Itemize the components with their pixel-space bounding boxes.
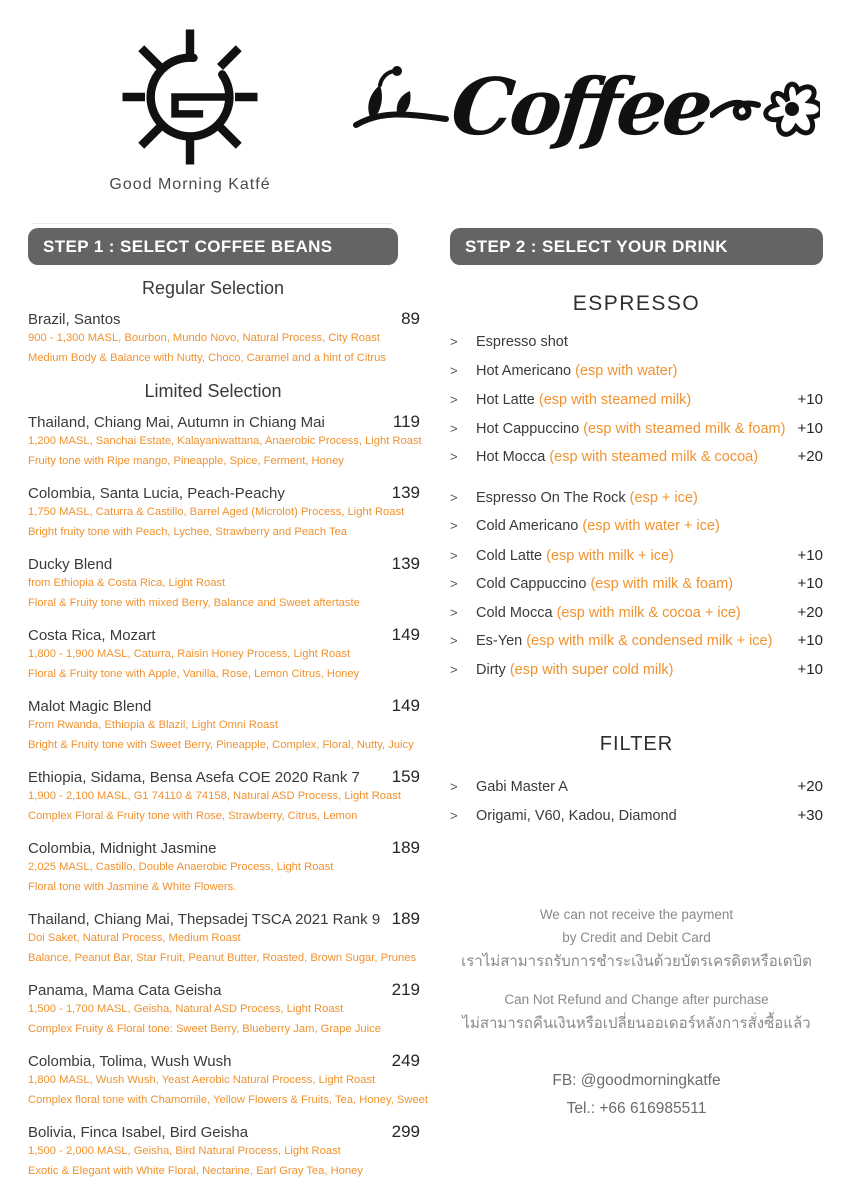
bean-price: 249 <box>391 1051 420 1070</box>
bean-item <box>28 838 420 897</box>
drink-note: (esp with water) <box>575 362 678 379</box>
espresso-group-2 <box>450 490 823 690</box>
telephone-number: Tel.: +66 616985511 <box>566 1100 707 1117</box>
bean-section <box>28 381 429 1181</box>
bean-price: 149 <box>391 696 420 715</box>
sun-g-logo-icon <box>95 22 285 172</box>
bean-price: 149 <box>391 625 420 644</box>
bean-item <box>28 696 420 755</box>
bean-item-top <box>28 483 420 503</box>
drink-name: Cold Latte <box>476 547 543 564</box>
section-items <box>28 412 429 1181</box>
bean-desc-2: Medium Body & Balance with Nutty, Choco, Caramel and a hint of Citrus <box>28 351 386 364</box>
bean-desc-1: Doi Saket, Natural Process, Medium Roast <box>28 932 241 944</box>
drink-price: +10 <box>797 391 823 408</box>
drink-label <box>476 363 789 379</box>
bean-desc-1: 1,800 - 1,900 MASL, Caturra, Raisin Honey Process, Light Roast <box>28 648 351 660</box>
bean-item-top <box>28 625 420 645</box>
drink-label <box>476 490 789 506</box>
bean-desc-2: Floral tone with Jasmine & White Flowers. <box>28 880 237 893</box>
bean-desc-1: 1,500 - 2,000 MASL, Geisha, Bird Natural Process, Light Roast <box>28 1145 341 1157</box>
chevron-right-icon: > <box>450 334 458 349</box>
section-title: Limited Selection <box>144 381 282 401</box>
bean-item-top <box>28 412 420 432</box>
bean-name: Ducky Blend <box>28 556 113 573</box>
bean-item-top <box>28 767 420 787</box>
drink-name: Gabi Master A <box>476 779 568 795</box>
drink-item <box>450 604 823 633</box>
bean-item <box>28 309 420 368</box>
drink-label <box>476 662 789 678</box>
drink-note: (esp with milk & foam) <box>590 576 734 592</box>
drink-price: +20 <box>797 603 823 621</box>
bean-item <box>28 909 420 968</box>
beans-column <box>28 228 429 1193</box>
drink-item <box>450 363 823 392</box>
note-refund-line1: Can Not Refund and Change after purchase <box>504 992 769 1007</box>
filter-items <box>450 778 823 835</box>
step2-header-bar: STEP 2 : SELECT YOUR DRINK <box>450 228 823 265</box>
filter-section-title: FILTER <box>599 733 674 755</box>
drink-note: (esp with steamed milk & cocoa) <box>549 449 759 465</box>
notes-gap <box>450 975 823 988</box>
bean-desc-2: Complex Fruity & Floral tone: Sweet Berry, Blueberry Jam, Grape Juice <box>28 1022 381 1035</box>
facebook-handle: FB: @goodmorningkatfe <box>552 1072 721 1089</box>
drink-label <box>476 421 789 437</box>
drink-item <box>450 778 823 807</box>
bean-desc-2: Complex Floral & Fruity tone with Rose, Strawberry, Citrus, Lemon <box>28 809 358 822</box>
bean-item-top <box>28 696 420 716</box>
bean-desc-1: 1,500 - 1,700 MASL, Geisha, Natural ASD Process, Light Roast <box>28 1003 344 1015</box>
drink-name: Hot Americano <box>476 362 572 379</box>
bean-name: Colombia, Midnight Jasmine <box>28 840 217 857</box>
chevron-right-icon: > <box>450 489 458 505</box>
drink-label <box>476 449 789 465</box>
bean-item <box>28 980 420 1039</box>
drink-label <box>476 334 789 350</box>
bean-price: 119 <box>392 412 420 431</box>
bean-item <box>28 767 420 826</box>
coffee-script-text: Coffee <box>447 62 714 153</box>
bean-price: 299 <box>391 1122 420 1141</box>
chevron-right-icon: > <box>450 362 458 378</box>
drink-name: Espresso On The Rock <box>476 489 626 506</box>
drink-price: +20 <box>797 448 823 465</box>
note-payment-thai: เราไม่สามารถรับการชำระเงินด้วยบัตรเครดิตหรือเดบิต <box>461 953 812 970</box>
bean-item-top <box>28 554 420 574</box>
bean-desc-1: 1,750 MASL, Caturra & Castillo, Barrel Aged (Microlot) Process, Light Roast <box>28 506 405 518</box>
drink-price: +10 <box>797 575 823 592</box>
bean-item <box>28 412 420 471</box>
bean-desc-1: 1,900 - 2,100 MASL, G1 74110 & 74158, Natural ASD Process, Light Roast <box>28 790 401 802</box>
payment-notes <box>450 903 823 1037</box>
espresso-group-1 <box>450 334 823 477</box>
leaf-vine-icon <box>350 63 450 153</box>
chevron-right-icon: > <box>450 420 458 436</box>
drink-name: Hot Cappuccino <box>476 420 580 437</box>
drink-name: Hot Latte <box>476 392 535 408</box>
drink-name: Espresso shot <box>476 334 568 350</box>
drink-note: (esp with milk & cocoa + ice) <box>556 604 741 621</box>
chevron-right-icon: > <box>450 547 458 563</box>
bean-item-top <box>28 838 420 858</box>
drink-label <box>476 605 789 621</box>
bean-item-top <box>28 1122 420 1142</box>
note-refund-thai: ไม่สามารถคืนเงินหรือเปลี่ยนออเดอร์หลังการสั่งซื้อแล้ว <box>462 1015 811 1032</box>
drink-note: (esp with super cold milk) <box>509 661 674 678</box>
drink-item <box>450 448 823 477</box>
drink-item <box>450 661 823 690</box>
bean-item <box>28 1051 429 1110</box>
brand-name: Good Morning Katfé <box>109 176 271 193</box>
contact-block <box>450 1067 823 1123</box>
bean-price: 139 <box>391 554 420 573</box>
drink-label <box>476 576 789 592</box>
drink-name: Hot Mocca <box>476 449 546 465</box>
swirl-flower-icon <box>710 63 820 153</box>
bean-desc-1: from Ethiopia & Costa Rica, Light Roast <box>28 577 226 589</box>
bean-sections <box>28 278 429 1181</box>
header-divider <box>32 223 392 224</box>
espresso-section-title: ESPRESSO <box>572 292 701 315</box>
bean-item <box>28 1122 420 1181</box>
drink-label <box>476 808 789 824</box>
bean-desc-2: Balance, Peanut Bar, Star Fruit, Peanut Butter, Roasted, Brown Sugar, Prunes <box>28 951 417 964</box>
drink-name: Es-Yen <box>476 633 523 649</box>
drink-name: Cold Cappuccino <box>476 576 587 592</box>
drink-name: Origami, V60, Kadou, Diamond <box>476 807 677 824</box>
bean-name: Panama, Mama Cata Geisha <box>28 982 222 999</box>
bean-name: Colombia, Santa Lucia, Peach-Peachy <box>28 485 285 502</box>
chevron-right-icon: > <box>450 807 458 823</box>
drink-item <box>450 490 823 519</box>
bean-price: 219 <box>391 980 420 999</box>
bean-name: Bolivia, Finca Isabel, Bird Geisha <box>28 1124 249 1141</box>
drink-item <box>450 632 823 661</box>
bean-desc-2: Bright & Fruity tone with Sweet Berry, Pineapple, Complex, Floral, Nutty, Juicy <box>28 738 414 751</box>
bean-price: 89 <box>401 309 420 328</box>
bean-desc-2: Complex floral tone with Chamomile, Yellow Flowers & Fruits, Tea, Honey, Sweet <box>28 1093 429 1106</box>
note-payment-line2: by Credit and Debit Card <box>562 930 711 945</box>
drink-note: (esp with water + ice) <box>582 518 720 534</box>
drink-price: +30 <box>797 806 823 824</box>
bean-name: Colombia, Tolima, Wush Wush <box>28 1053 232 1070</box>
bean-name: Thailand, Chiang Mai, Autumn in Chiang Mai <box>28 414 325 431</box>
drink-item <box>450 420 823 449</box>
coffee-script-banner <box>345 48 825 168</box>
note-payment-line1: We can not receive the payment <box>539 907 734 922</box>
bean-desc-2: Floral & Fruity tone with Apple, Vanilla, Rose, Lemon Citrus, Honey <box>28 667 360 680</box>
chevron-right-icon: > <box>450 661 458 677</box>
chevron-right-icon: > <box>450 392 458 407</box>
bean-price: 189 <box>391 909 420 928</box>
bean-item-top <box>28 980 420 1000</box>
bean-name: Brazil, Santos <box>28 311 121 328</box>
section-title: Regular Selection <box>141 278 285 298</box>
drink-note: (esp with steamed milk & foam) <box>583 420 786 437</box>
drink-label <box>476 548 789 564</box>
bean-section <box>28 278 420 368</box>
drink-item <box>450 807 823 836</box>
drink-label <box>476 633 789 649</box>
bean-item <box>28 483 420 542</box>
bean-item-top <box>28 309 420 329</box>
drink-price: +10 <box>797 546 823 564</box>
bean-name: Ethiopia, Sidama, Bensa Asefa COE 2020 Rank 7 <box>28 769 360 786</box>
drink-label <box>476 392 789 408</box>
chevron-right-icon: > <box>450 779 458 794</box>
bean-item <box>28 554 420 613</box>
drink-item <box>450 391 823 420</box>
bean-name: Malot Magic Blend <box>28 698 152 715</box>
drink-price: +10 <box>797 632 823 649</box>
bean-name: Thailand, Chiang Mai, Thepsadej TSCA 2021 Rank 9 <box>28 911 381 928</box>
bean-price: 189 <box>391 838 420 857</box>
drink-name: Cold Americano <box>476 518 579 534</box>
drink-note: (esp with milk & condensed milk + ice) <box>526 633 773 649</box>
bean-desc-1: 900 - 1,300 MASL, Bourbon, Mundo Novo, Natural Process, City Roast <box>28 332 380 344</box>
bean-price: 159 <box>391 767 420 786</box>
bean-desc-1: 2,025 MASL, Castillo, Double Anaerobic Process, Light Roast <box>28 861 334 873</box>
bean-name: Costa Rica, Mozart <box>28 627 156 644</box>
drinks-column <box>450 228 823 1123</box>
bean-price: 139 <box>391 483 420 502</box>
drink-note: (esp + ice) <box>629 489 698 506</box>
bean-item-top <box>28 909 420 929</box>
drink-label <box>476 518 789 534</box>
chevron-right-icon: > <box>450 518 458 533</box>
drink-item <box>450 575 823 604</box>
bean-item-top <box>28 1051 420 1071</box>
bean-desc-1: 1,200 MASL, Sanchai Estate, Kalayaniwattana, Anaerobic Process, Light Roast <box>28 435 422 447</box>
bean-desc-1: 1,800 MASL, Wush Wush, Yeast Aerobic Natural Process, Light Roast <box>28 1074 376 1086</box>
drink-item <box>450 334 823 363</box>
chevron-right-icon: > <box>450 576 458 591</box>
drink-note: (esp with steamed milk) <box>538 392 692 408</box>
chevron-right-icon: > <box>450 604 458 620</box>
brand-logo <box>95 22 285 194</box>
drink-price: +10 <box>797 419 823 437</box>
drink-price: +10 <box>797 660 823 678</box>
chevron-right-icon: > <box>450 449 458 464</box>
bean-desc-2: Fruity tone with Ripe mango, Pineapple, Spice, Ferment, Honey <box>28 454 344 467</box>
drink-label <box>476 779 789 795</box>
group-gap <box>450 477 823 490</box>
drink-name: Cold Mocca <box>476 604 553 621</box>
step1-header-bar: STEP 1 : SELECT COFFEE BEANS <box>28 228 398 265</box>
drink-price: +20 <box>797 778 823 795</box>
chevron-right-icon: > <box>450 633 458 648</box>
bean-desc-2: Bright fruity tone with Peach, Lychee, Strawberry and Peach Tea <box>28 525 348 538</box>
drink-name: Dirty <box>476 661 506 678</box>
section-items <box>28 309 420 368</box>
drink-item <box>450 547 823 576</box>
bean-desc-1: From Rwanda, Ethiopia & Blazil, Light Omni Roast <box>28 719 278 731</box>
bean-item <box>28 625 420 684</box>
drink-item <box>450 518 823 547</box>
bean-desc-2: Floral & Fruity tone with mixed Berry, Balance and Sweet aftertaste <box>28 596 360 609</box>
bean-desc-2: Exotic & Elegant with White Floral, Nectarine, Earl Gray Tea, Honey <box>28 1164 363 1177</box>
drink-note: (esp with milk + ice) <box>546 547 674 564</box>
